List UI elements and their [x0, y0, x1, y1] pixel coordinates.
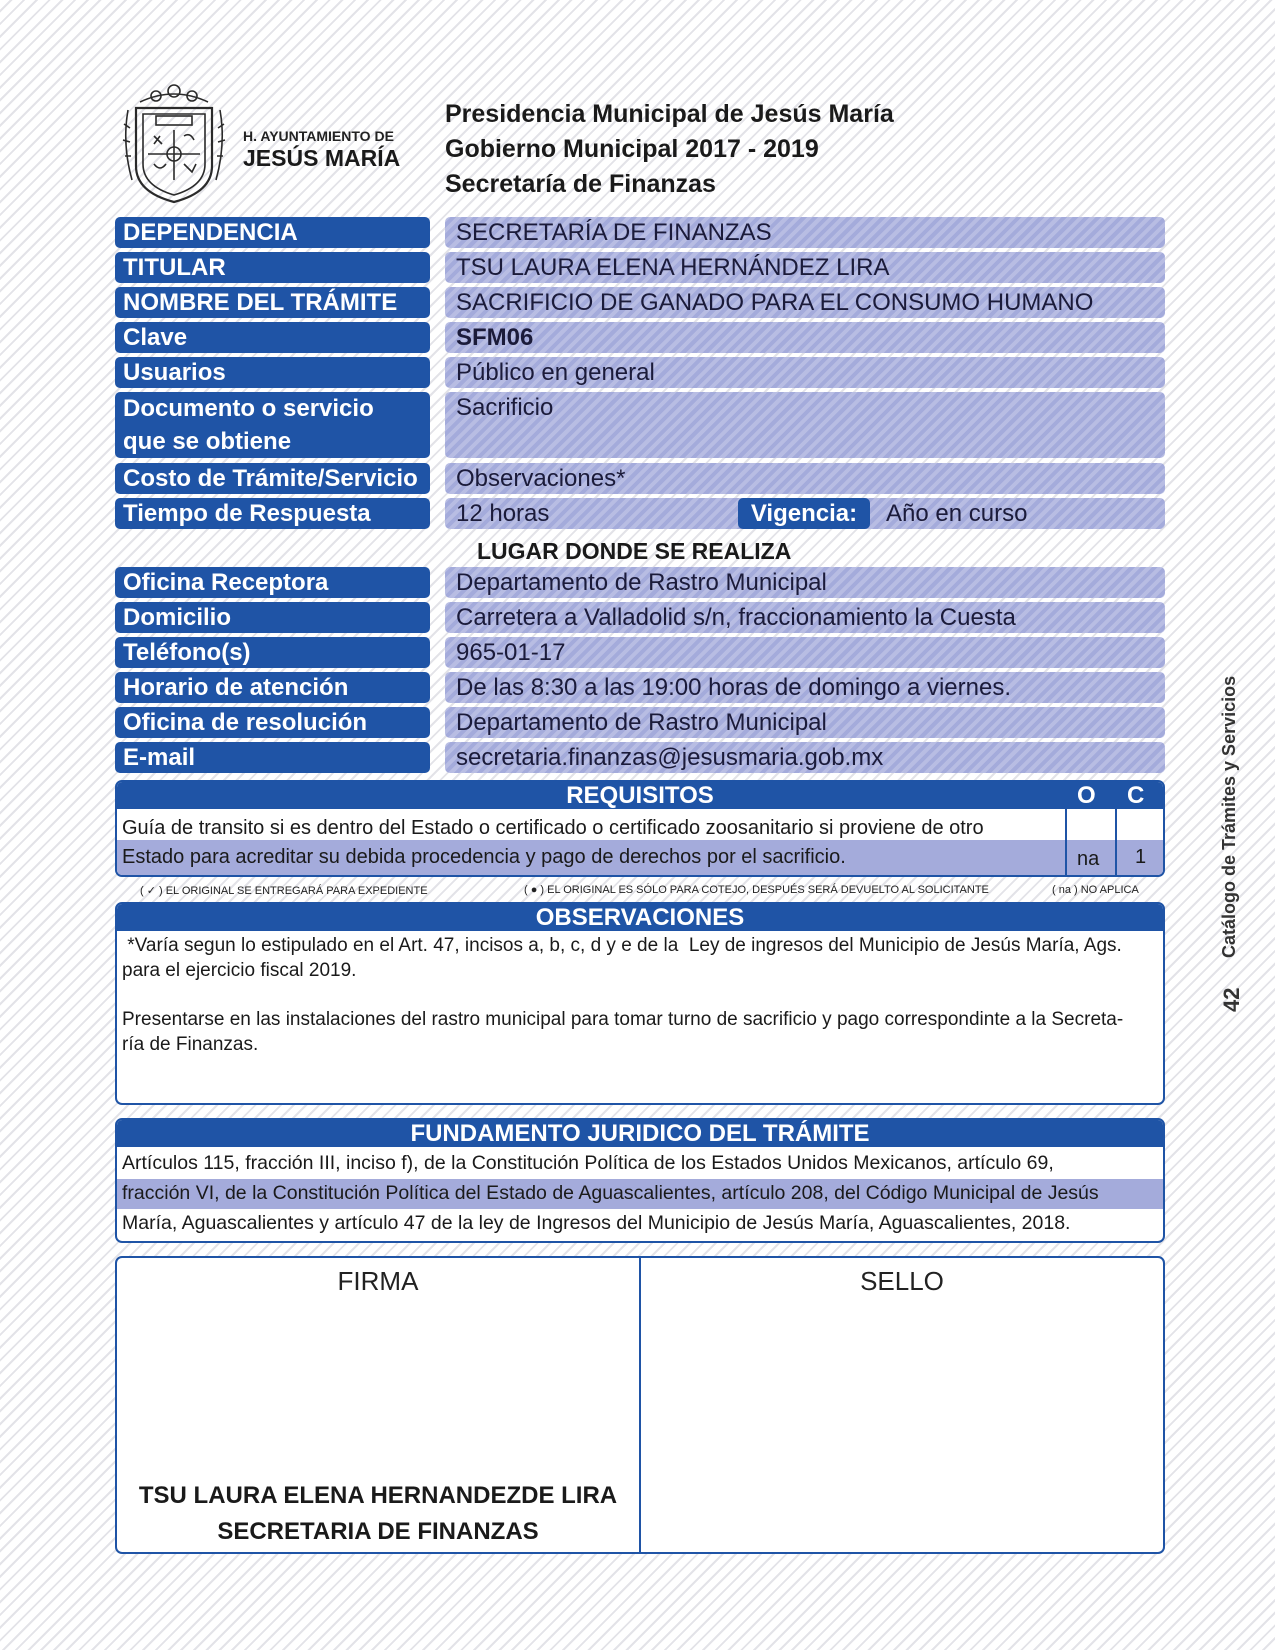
lugar-title: LUGAR DONDE SE REALIZA — [477, 538, 792, 564]
header-line2: Gobierno Municipal 2017 - 2019 — [445, 135, 819, 163]
page-number: 42 — [1219, 987, 1244, 1012]
requisito-line2: Estado para acreditar su debida procedencia y pago de derechos por el sacrificio. — [122, 846, 846, 868]
observaciones-p1-line2: para el ejercicio fiscal 2019. — [122, 960, 357, 981]
label-documento-line1: Documento o servicio — [123, 395, 374, 422]
firma-sello-divider — [639, 1258, 641, 1554]
observaciones-p2-line1: Presentarse en las instalaciones del rastro municipal para tomar turno de sacrificio y pago correspondinte a la Secreta- — [122, 1009, 1124, 1030]
observaciones-p2-line2: ría de Finanzas. — [122, 1034, 259, 1055]
firma-label: FIRMA — [337, 1266, 419, 1296]
label-telefono: Teléfono(s) — [115, 637, 430, 668]
signer-name: TSU LAURA ELENA HERNANDEZDE LIRA — [138, 1482, 618, 1509]
legend-note-cotejo: ( ● ) EL ORIGINAL ES SÓLO PARA COTEJO, DESPUÉS SERÁ DEVUELTO AL SOLICITANTE — [524, 884, 989, 896]
sello-label: SELLO — [860, 1266, 944, 1296]
col-divider — [1065, 809, 1067, 877]
value-nombre-tramite: SACRIFICIO DE GANADO PARA EL CONSUMO HUMANO — [445, 287, 1165, 318]
observaciones-p1-line1: *Varía segun lo estipulado en el Art. 47, incisos a, b, c, d y e de la Ley de ingresos del Municipio de Jesús María, Ags. — [122, 935, 1122, 956]
requisitos-table — [115, 780, 1165, 877]
value-dependencia: SECRETARÍA DE FINANZAS — [445, 217, 1165, 248]
fundamento-box — [115, 1118, 1165, 1243]
label-domicilio: Domicilio — [115, 602, 430, 633]
value-telefono: 965-01-17 — [445, 637, 1165, 668]
label-tiempo: Tiempo de Respuesta — [115, 498, 430, 529]
fundamento-line1: Artículos 115, fracción III, inciso f), de la Constitución Política de los Estados Unidos Mexicanos, artículo 69, — [122, 1152, 1054, 1174]
shield-icon — [118, 84, 230, 206]
value-oficina-resolucion: Departamento de Rastro Municipal — [445, 707, 1165, 738]
col-o-header: O — [1077, 782, 1096, 809]
label-documento — [115, 392, 430, 458]
label-horario: Horario de atención — [115, 672, 430, 703]
label-documento-line2: que se obtiene — [123, 428, 292, 455]
label-titular: TITULAR — [115, 252, 430, 283]
label-costo: Costo de Trámite/Servicio — [115, 463, 430, 494]
header-line3: Secretaría de Finanzas — [445, 170, 716, 198]
logo-line1: H. AYUNTAMIENTO DE — [243, 128, 394, 144]
label-dependencia: DEPENDENCIA — [115, 217, 430, 248]
legend-note-original: ( ✓ ) EL ORIGINAL SE ENTREGARÁ PARA EXPEDIENTE — [140, 885, 428, 897]
value-costo: Observaciones* — [445, 463, 1165, 494]
value-clave: SFM06 — [445, 322, 1165, 353]
label-email: E-mail — [115, 742, 430, 773]
vigencia-label: Vigencia: — [738, 498, 870, 529]
requisitos-header — [117, 782, 1163, 809]
header-line1: Presidencia Municipal de Jesús María — [445, 100, 894, 128]
value-email[interactable]: secretaria.finanzas@jesusmaria.gob.mx — [445, 742, 1165, 773]
firma-sello-box — [115, 1256, 1165, 1554]
requisitos-title: REQUISITOS — [566, 782, 714, 809]
col-c-header: C — [1127, 782, 1145, 809]
signer-title: SECRETARIA DE FINANZAS — [217, 1518, 539, 1545]
label-oficina-receptora: Oficina Receptora — [115, 567, 430, 598]
value-domicilio: Carretera a Valladolid s/n, fraccionamiento la Cuesta — [445, 602, 1165, 633]
col-divider — [1115, 809, 1117, 877]
label-usuarios: Usuarios — [115, 357, 430, 388]
value-documento: Sacrificio — [445, 392, 1165, 458]
fundamento-line2: fracción VI, de la Constitución Política del Estado de Aguascalientes, artículo 208, del Código Municipal de Jesús — [122, 1182, 1099, 1204]
logo-line2: JESÚS MARÍA — [243, 145, 401, 171]
requisito-c-value: 1 — [1135, 846, 1147, 868]
value-tiempo: 12 horas — [456, 500, 550, 527]
requisito-o-value: na — [1077, 848, 1100, 870]
value-oficina-receptora: Departamento de Rastro Municipal — [445, 567, 1165, 598]
value-titular: TSU LAURA ELENA HERNÁNDEZ LIRA — [445, 252, 1165, 283]
fundamento-line3: María, Aguascalientes y artículo 47 de la ley de Ingresos del Municipio de Jesús María, Aguascalientes, 2018. — [122, 1212, 1071, 1234]
fundamento-header: FUNDAMENTO JURIDICO DEL TRÁMITE — [117, 1120, 1163, 1147]
requisito-line1: Guía de transito si es dentro del Estado o certificado o certificado zoosanitario si proviene de otro — [122, 817, 984, 839]
label-clave: Clave — [115, 322, 430, 353]
label-nombre-tramite: NOMBRE DEL TRÁMITE — [115, 287, 430, 318]
legend-note-na: ( na ) NO APLICA — [1052, 884, 1139, 896]
value-horario: De las 8:30 a las 19:00 horas de domingo a viernes. — [445, 672, 1165, 703]
observaciones-header: OBSERVACIONES — [117, 904, 1163, 931]
side-catalog-text: Catálogo de Trámites y Servicios — [1219, 675, 1239, 958]
vigencia-value: Año en curso — [886, 500, 1028, 527]
municipal-seal-logo — [118, 84, 230, 206]
label-oficina-resolucion: Oficina de resolución — [115, 707, 430, 738]
observaciones-box — [115, 902, 1165, 1105]
value-usuarios: Público en general — [445, 357, 1165, 388]
